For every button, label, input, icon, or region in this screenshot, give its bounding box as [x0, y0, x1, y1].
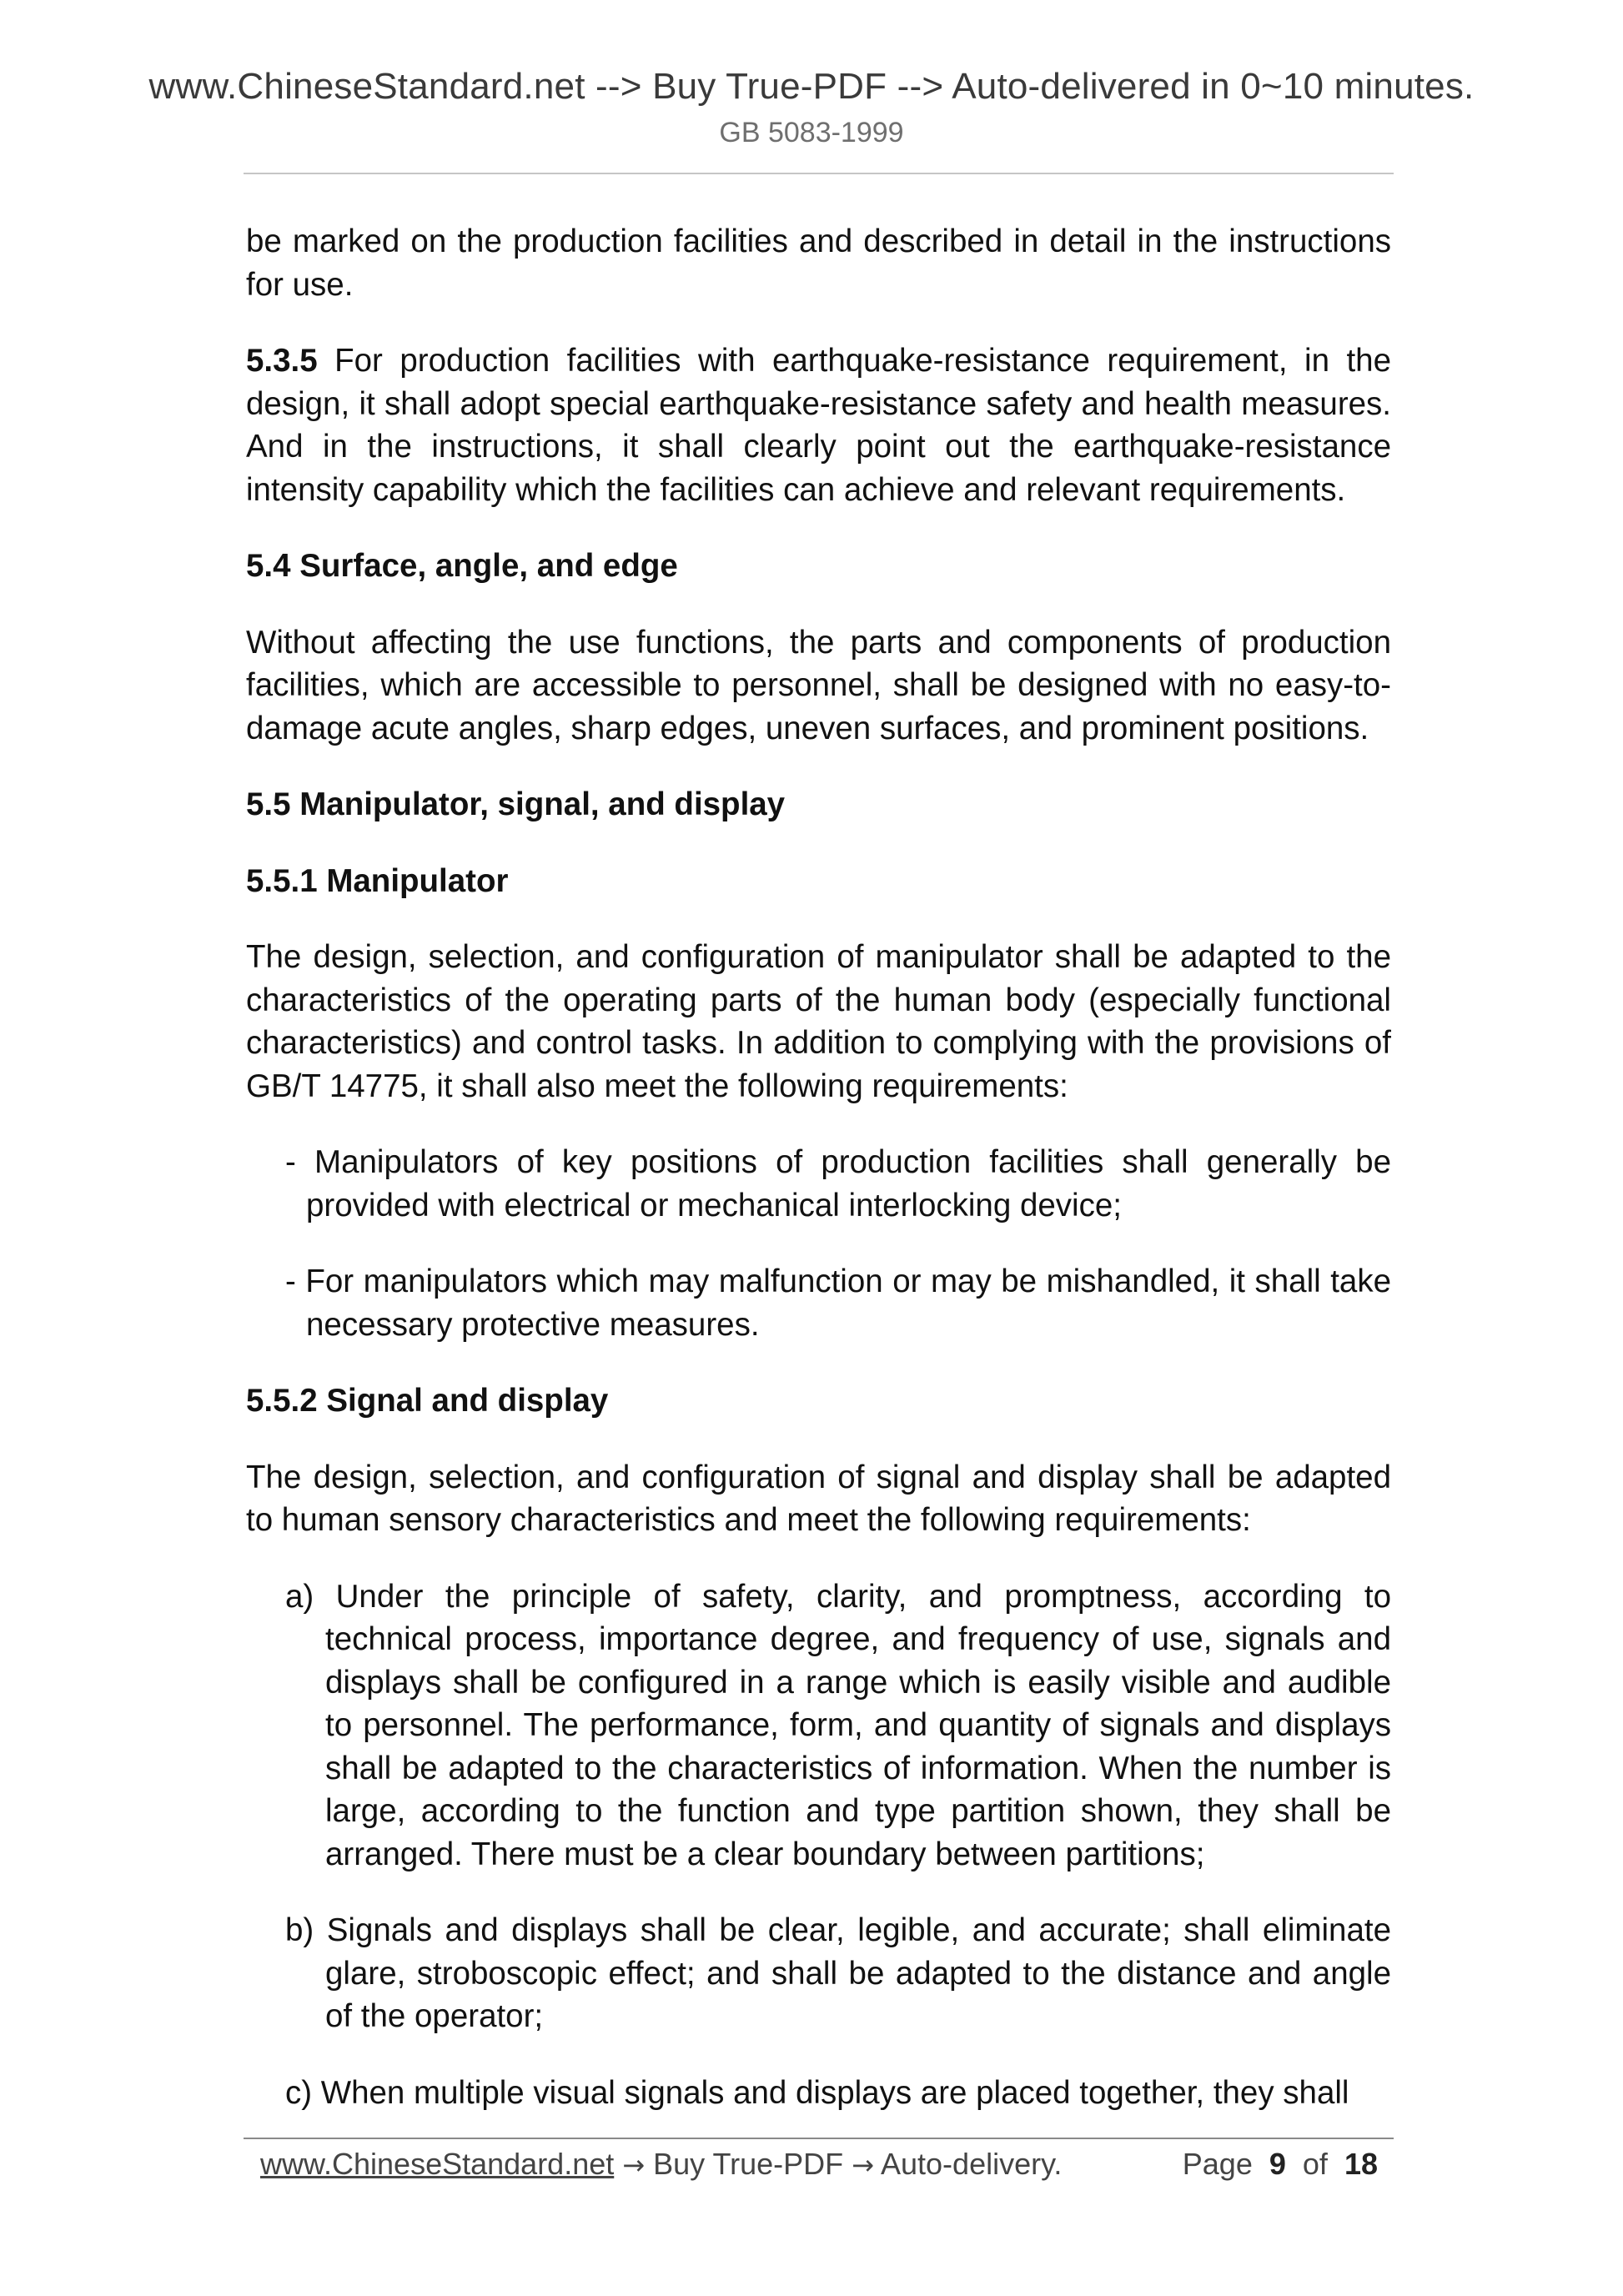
- of-label: of: [1302, 2147, 1328, 2181]
- header-banner: www.ChineseStandard.net --> Buy True-PDF --> Auto-delivered in 0~10 minutes.: [148, 66, 1475, 107]
- page-number: 9: [1269, 2147, 1286, 2181]
- section-heading-5-5-1: 5.5.1 Manipulator: [246, 862, 509, 899]
- website-link[interactable]: www.ChineseStandard.net: [260, 2147, 615, 2181]
- list-item: c) When multiple visual signals and displays are placed together, they shall: [285, 2074, 1349, 2111]
- document-code: GB 5083-1999: [719, 117, 904, 148]
- section-5-5-1-paragraph: The design, selection, and configuration of manipulator shall be adapted to the characteristics of the operating parts of the human body (especially functional characteristics) and control tasks. In addition to complying with the provisions of GB/T 14775, it shall also meet the following requirements:: [246, 939, 1391, 1104]
- document-body: [246, 220, 1391, 2148]
- clause-5-3-5: [246, 339, 1391, 511]
- arrow-right-icon: →: [852, 2149, 874, 2181]
- page-header: [0, 63, 1623, 152]
- total-pages: 18: [1344, 2147, 1378, 2181]
- arrow-right-icon: →: [622, 2149, 646, 2181]
- section-heading-5-5: 5.5 Manipulator, signal, and display: [246, 786, 786, 822]
- header-divider: [244, 173, 1394, 174]
- list-item: - For manipulators which may malfunction or may be mishandled, it shall take necessary protective measures.: [285, 1264, 1391, 1343]
- page-indicator: [1183, 2143, 1378, 2185]
- clause-text: For production facilities with earthquake-resistance requirement, in the design, it shall adopt special earthquake-resistance safety and health measures. And in the instructions, it shall clearly point out the earthquake-resistance intensity capability which the facilities can achieve and relevant requirements.: [246, 343, 1391, 508]
- footer-divider: [244, 2138, 1394, 2139]
- clause-number: 5.3.5: [246, 343, 318, 379]
- section-heading-5-4: 5.4 Surface, angle, and edge: [246, 548, 678, 584]
- list-item: a) Under the principle of safety, clarity, and promptness, according to technical process, importance degree, and frequency of use, signals and displays shall be configured in a range which is easily visible and audible to personnel. The performance, form, and quantity of signals and displays shall be adapted to the characteristics of information. When the number is large, according to the function and type partition shown, they shall be arranged. There must be a clear boundary between partitions;: [285, 1578, 1391, 1872]
- section-5-4-paragraph: Without affecting the use functions, the parts and components of production facilities, which are accessible to personnel, shall be designed with no easy-to-damage acute angles, sharp edges, uneven surfaces, and prominent positions.: [246, 624, 1391, 746]
- auto-delivery-text: Auto-delivery.: [881, 2147, 1063, 2181]
- page-footer: [260, 2143, 1378, 2185]
- list-item: - Manipulators of key positions of production facilities shall generally be provided with electrical or mechanical interlocking device;: [285, 1144, 1391, 1223]
- page-label: Page: [1182, 2147, 1253, 2181]
- paragraph-continuation: be marked on the production facilities and described in detail in the instructions for use.: [246, 224, 1391, 303]
- list-item: b) Signals and displays shall be clear, legible, and accurate; shall eliminate glare, stroboscopic effect; and shall be adapted to the distance and angle of the operator;: [285, 1912, 1391, 2034]
- footer-promo: [260, 2143, 1062, 2186]
- buy-text: Buy True-PDF: [653, 2147, 844, 2181]
- section-5-5-2-paragraph: The design, selection, and configuration of signal and display shall be adapted to human sensory characteristics and meet the following requirements:: [246, 1459, 1391, 1538]
- section-heading-5-5-2: 5.5.2 Signal and display: [246, 1383, 609, 1419]
